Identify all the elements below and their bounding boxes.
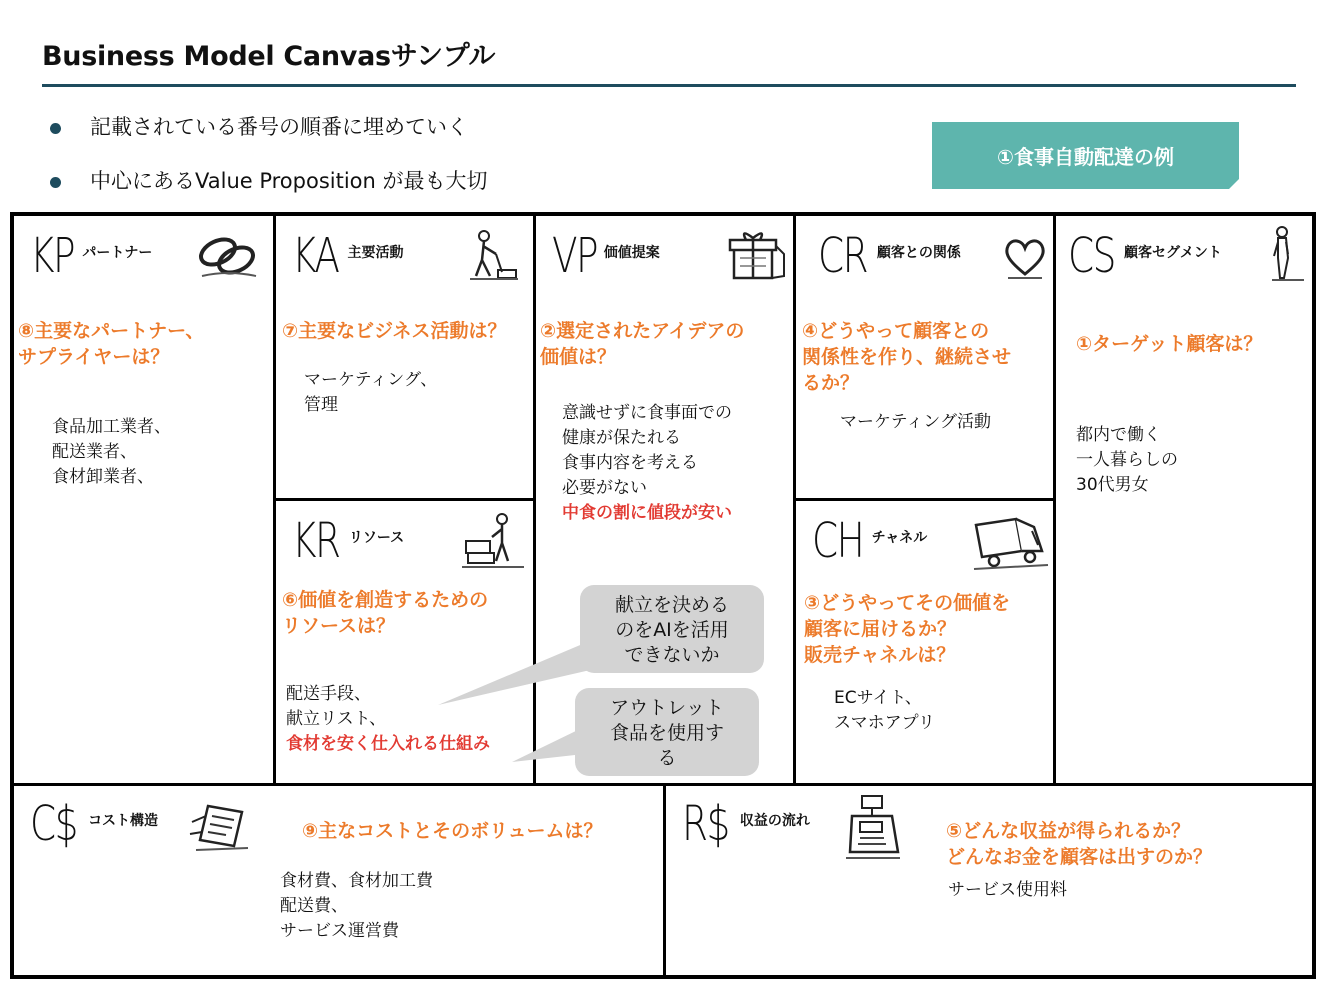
answer-line: 食材卸業者、	[52, 467, 154, 487]
question-line: 価値は？	[540, 346, 617, 368]
bubble-line: 献立を決める	[614, 594, 729, 616]
bubble-line: できないか	[624, 644, 720, 666]
cell-name: リソース	[348, 530, 405, 546]
answer-line: 健康が保たれる	[562, 428, 681, 448]
cell-abbr: CH	[812, 513, 864, 569]
answer-line: 配送業者、	[52, 442, 137, 462]
bubble-line: る	[657, 747, 677, 769]
answer-line: 献立リスト、	[286, 709, 387, 729]
answer-line: 必要がない	[562, 478, 647, 498]
answer-line: 配送手段、	[286, 684, 371, 704]
answer-line: マーケティング活動	[840, 412, 991, 432]
answer-highlight: 食材を安く仕入れる仕組み	[286, 734, 490, 754]
cell-name: パートナー	[82, 245, 153, 261]
answer-line: サービス運営費	[280, 921, 399, 941]
question-line: 販売チャネルは？	[804, 644, 956, 666]
instruction-text: 中心にあるValue Proposition が最も大切	[90, 169, 488, 193]
bubble-line: 食品を使用す	[609, 722, 724, 744]
cell-abbr: C$	[30, 796, 77, 852]
question-line: ④どうやって顧客との	[802, 320, 990, 342]
answer-line: マーケティング、	[304, 370, 438, 390]
answer-highlight: 中食の割に値段が安い	[562, 503, 732, 523]
question-line: ①ターゲット顧客は？	[1076, 333, 1263, 355]
cell-abbr: KP	[30, 228, 75, 284]
question-line: リソースは？	[282, 615, 396, 637]
question-line: ②選定されたアイデアの	[540, 320, 745, 342]
cell-abbr: KR	[292, 513, 340, 569]
answer-line: 都内で働く	[1076, 425, 1161, 445]
answer-line: サービス使用料	[948, 880, 1067, 900]
question-line: 関係性を作り、継続させ	[802, 346, 1012, 368]
cell-name: 収益の流れ	[739, 813, 810, 829]
cell-name: 価値提案	[603, 245, 660, 261]
bubble-tail	[512, 728, 584, 762]
answer-line: 30代男女	[1076, 475, 1149, 495]
cell-name: 顧客との関係	[876, 245, 961, 261]
answer-line: 食事内容を考える	[562, 453, 698, 473]
bubble-line: アウトレット	[610, 697, 724, 719]
cell-name: 顧客セグメント	[1123, 245, 1222, 261]
answer-line: スマホアプリ	[834, 713, 935, 733]
answer-line: ECサイト、	[834, 688, 922, 708]
question-line: ⑤どんな収益が得られるか？	[946, 820, 1191, 842]
answer-line: 食品加工業者、	[52, 417, 171, 437]
question-line: ⑥価値を創造するための	[282, 589, 489, 611]
question-line: どんなお金を顧客は出すのか？	[946, 846, 1213, 868]
question-line: ⑦主要なビジネス活動は？	[282, 320, 507, 342]
cell-abbr: KA	[292, 228, 339, 284]
cell-name: コスト構造	[88, 813, 159, 829]
cell-abbr: R$	[682, 796, 729, 852]
question-line: ⑧主要なパートナー、	[18, 320, 205, 342]
idea-bubble	[575, 688, 759, 776]
question-line: サプライヤーは？	[18, 346, 170, 368]
cell-abbr: CS	[1068, 228, 1115, 284]
bubble-line: のをAIを活用	[615, 619, 729, 641]
cell-name: チャネル	[871, 530, 928, 546]
answer-line: 一人暮らしの	[1076, 450, 1178, 470]
cell-abbr: VP	[552, 228, 598, 284]
cell-name: 主要活動	[347, 245, 404, 261]
answer-line: 意識せずに食事面での	[562, 403, 732, 423]
cell-abbr: CR	[818, 228, 868, 284]
question-line: 顧客に届けるか？	[804, 618, 957, 640]
instruction-text: 記載されている番号の順番に埋めていく	[90, 115, 468, 139]
page-title: Business Model Canvasサンプル	[42, 41, 496, 72]
answer-line: 食材費、食材加工費	[280, 871, 433, 891]
answer-line: 配送費、	[280, 896, 348, 916]
question-line: るか？	[802, 372, 860, 394]
example-tag-label: ①食事自動配達の例	[997, 145, 1174, 169]
question-line: ③どうやってその価値を	[804, 592, 1011, 614]
answer-line: 管理	[304, 395, 338, 415]
question-line: ⑨主なコストとそのボリュームは？	[302, 820, 603, 842]
idea-bubble	[580, 585, 764, 673]
